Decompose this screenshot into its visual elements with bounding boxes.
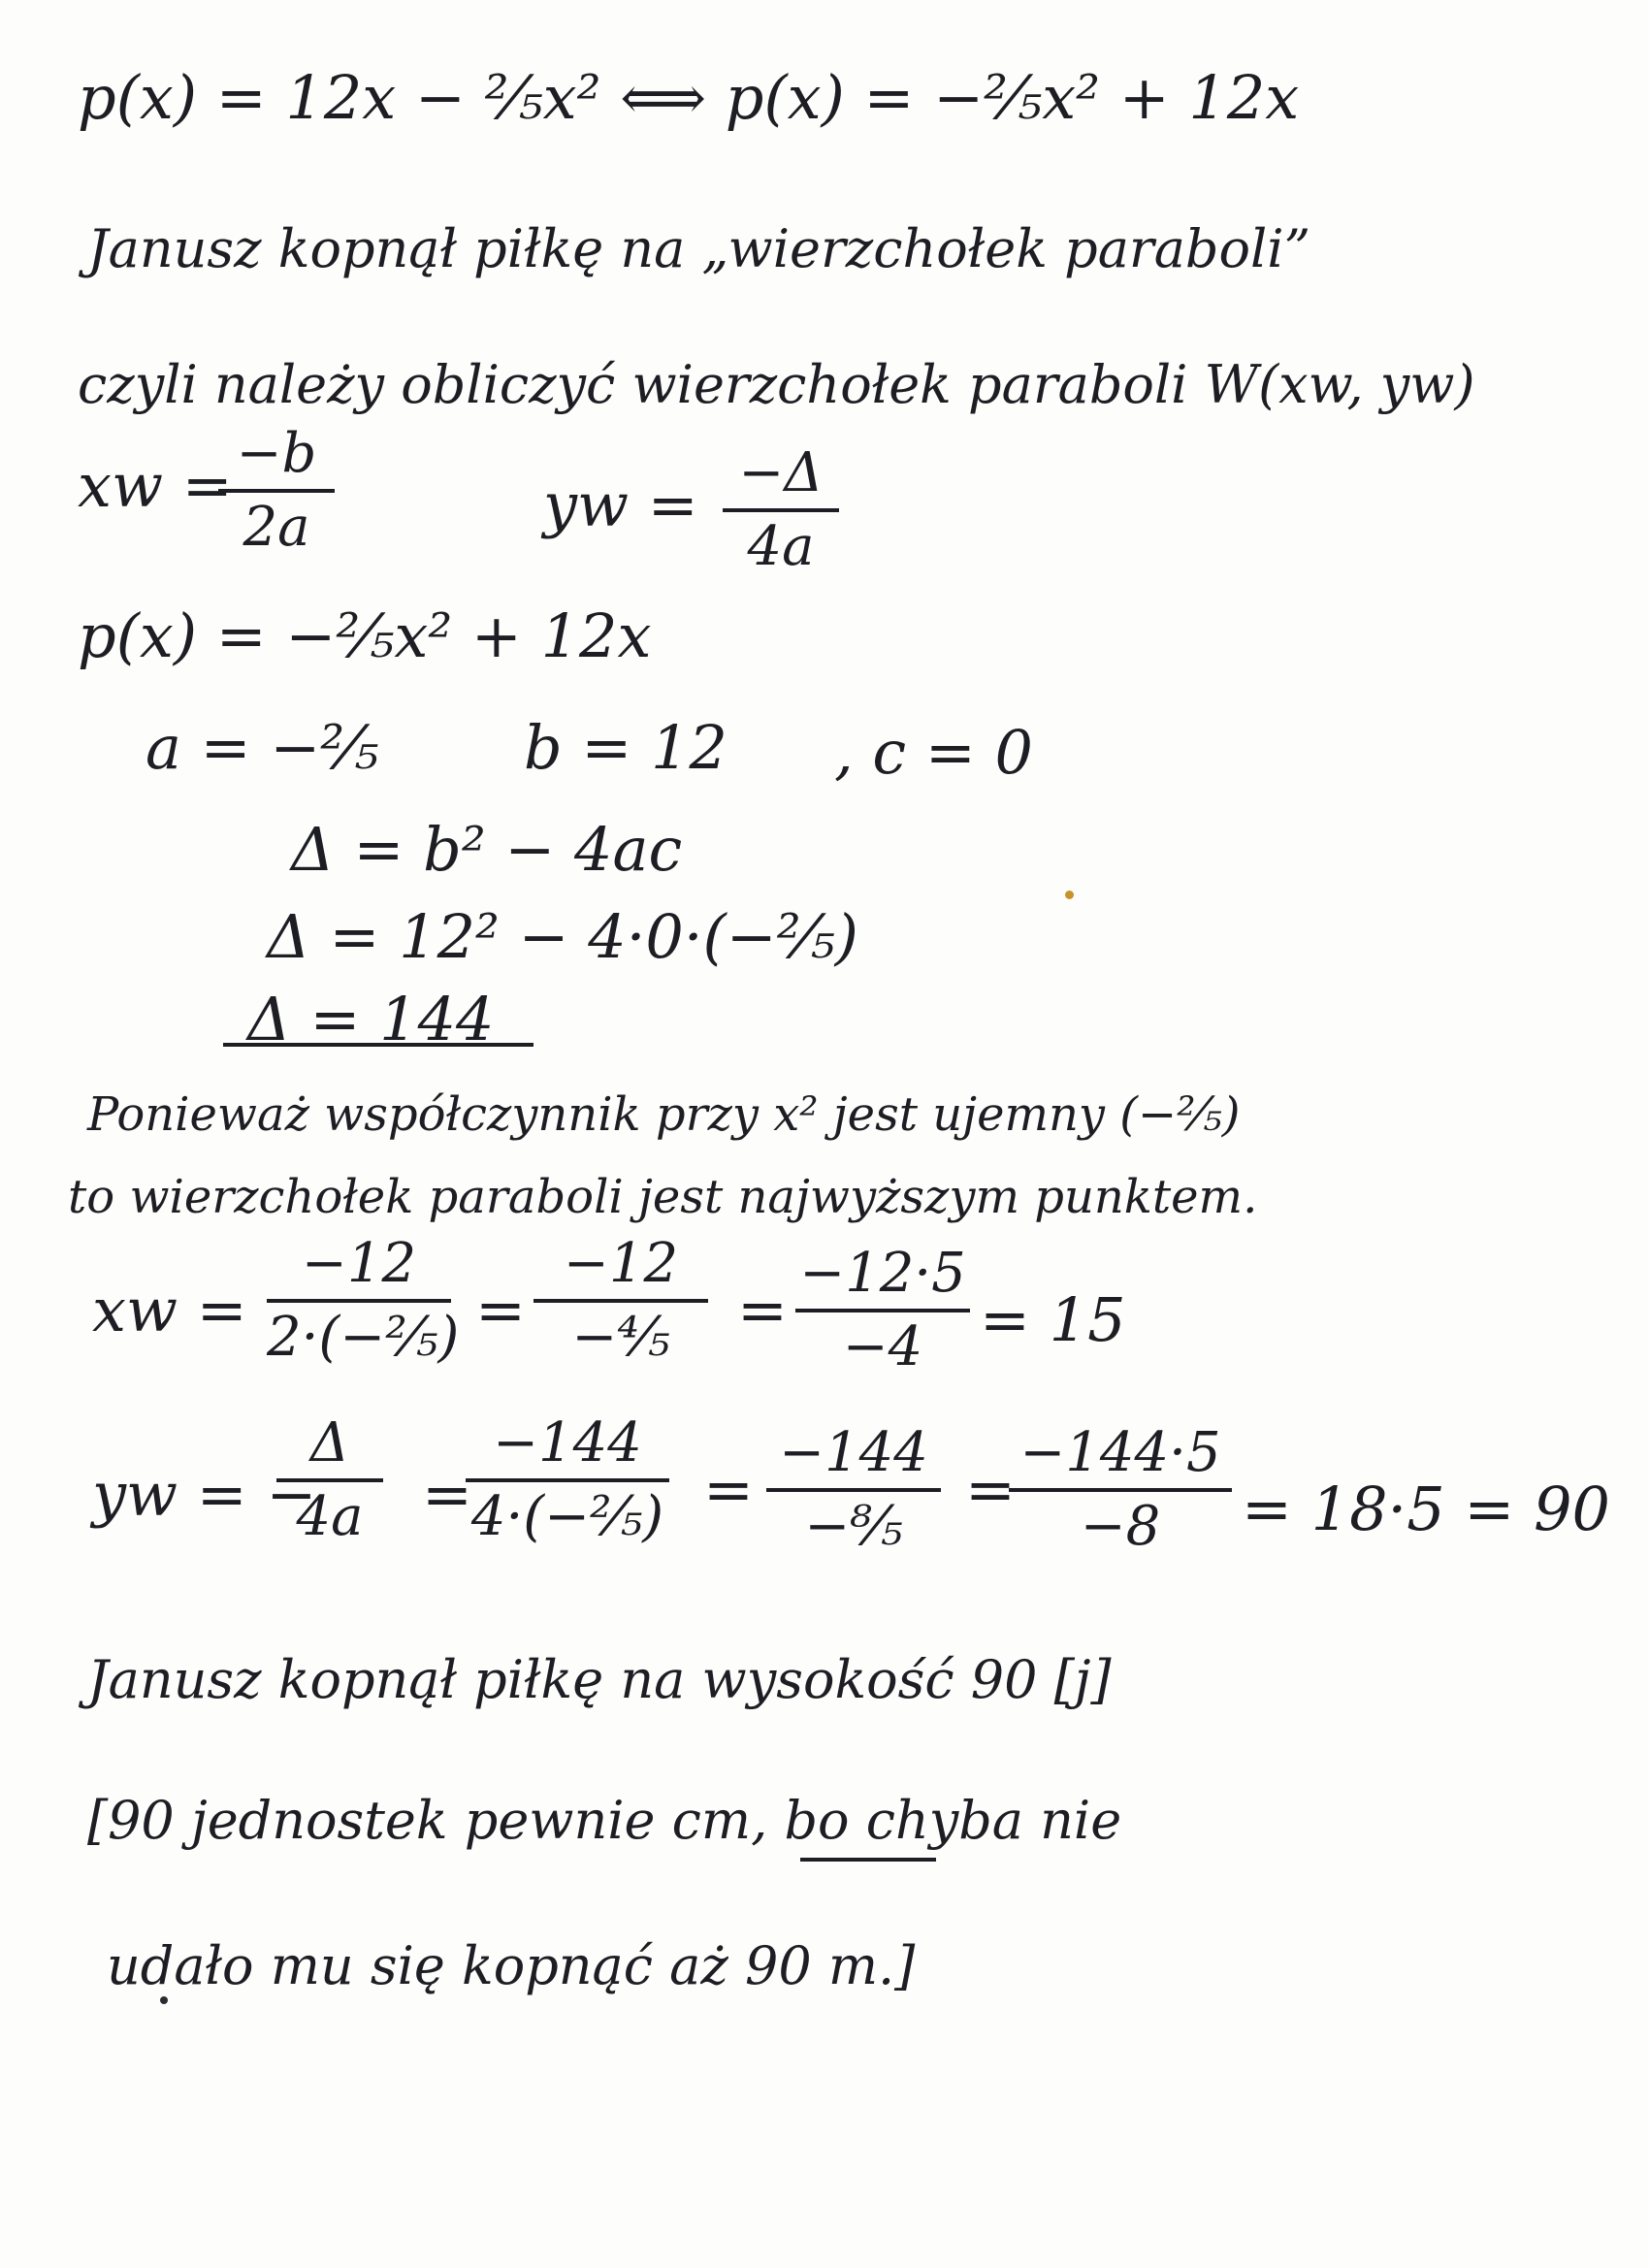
denominator: 4a (296, 1485, 364, 1548)
equals-sign: = (703, 1454, 754, 1525)
delta-formula: Δ = b² − 4ac (291, 814, 683, 885)
calc-yw-fraction-3 (1009, 1421, 1232, 1558)
function-restated: p(x) = −²⁄₅x² + 12x (78, 600, 652, 671)
numerator: −144·5 (1019, 1421, 1221, 1484)
denominator: −⁴⁄₅ (571, 1306, 670, 1369)
note-line-2: czyli należy obliczyć wierzchołek paraboli W(xw, yw) (78, 354, 1475, 415)
calc-xw-result: = 15 (980, 1284, 1126, 1355)
xw-label: xw = (78, 450, 233, 521)
delta-substitution: Δ = 12² − 4·0·(−²⁄₅) (267, 901, 858, 972)
equals-sign: = (737, 1275, 788, 1345)
calc-yw-fraction-0 (276, 1411, 383, 1548)
calc-yw-result: = 18·5 = 90 (1242, 1474, 1610, 1544)
fraction-bar (466, 1478, 669, 1482)
coefficient-b: b = 12 (524, 712, 728, 783)
fraction-bar (795, 1309, 970, 1312)
fraction-bar (723, 508, 839, 512)
underline-delta (223, 1043, 534, 1047)
yw-formula-fraction (723, 441, 839, 578)
numerator: −12·5 (799, 1242, 966, 1305)
fraction-bar (534, 1299, 708, 1303)
coefficient-a: a = −²⁄₅ (146, 712, 379, 783)
remark-line-2: to wierzchołek paraboli jest najwyższym punktem. (68, 1170, 1258, 1224)
calc-xw-label: xw = (92, 1275, 247, 1345)
equals-sign: = (475, 1275, 526, 1345)
delta-result: Δ = 144 (247, 984, 495, 1054)
fraction-bar (276, 1478, 383, 1482)
equals-sign: = (965, 1454, 1016, 1525)
fraction-bar (267, 1299, 451, 1303)
bracket-note-line-1: [90 jednostek pewnie cm, bo chyba nie (87, 1790, 1122, 1851)
answer-line: Janusz kopnął piłkę na wysokość 90 [j] (87, 1649, 1112, 1710)
denominator: −8 (1080, 1495, 1161, 1558)
yw-formula-denominator: 4a (747, 515, 815, 578)
calc-xw-fraction-2 (534, 1232, 708, 1369)
bracket-note-line-2: udało mu się kopnąć aż 90 m.] (107, 1935, 916, 1996)
ink-speck (1065, 891, 1074, 899)
yw-formula-numerator: −Δ (738, 441, 824, 504)
numerator: Δ (309, 1411, 350, 1474)
remark-line-1: Ponieważ współczynnik przy x² jest ujemny (−²⁄₅) (87, 1087, 1241, 1142)
calc-xw-fraction-1 (267, 1232, 460, 1369)
denominator: −4 (842, 1315, 923, 1378)
denominator: 4·(−²⁄₅) (470, 1485, 664, 1548)
fraction-bar (1009, 1488, 1232, 1492)
note-line-1: Janusz kopnął piłkę na „wierzchołek paraboli” (87, 218, 1311, 279)
underline-cm (800, 1858, 936, 1862)
numerator: −12 (301, 1232, 417, 1295)
calc-xw-fraction-3 (795, 1242, 970, 1378)
fraction-bar (766, 1488, 941, 1492)
xw-formula-fraction (218, 422, 335, 559)
yw-label: yw = (543, 470, 698, 540)
equals-sign: = (422, 1459, 472, 1530)
denominator: 2·(−²⁄₅) (267, 1306, 460, 1369)
calc-yw-fraction-1 (466, 1411, 669, 1548)
ink-speck (160, 1996, 168, 2004)
equation-line-1: p(x) = 12x − ²⁄₅x² ⟺ p(x) = −²⁄₅x² + 12x (78, 62, 1300, 133)
denominator: −⁸⁄₅ (804, 1495, 903, 1558)
calc-yw-label: yw = − (92, 1459, 317, 1530)
numerator: −144 (779, 1421, 928, 1484)
xw-formula-denominator: 2a (242, 496, 310, 559)
coefficient-c: , c = 0 (834, 717, 1033, 788)
fraction-bar (218, 489, 335, 493)
numerator: −144 (493, 1411, 642, 1474)
numerator: −12 (563, 1232, 679, 1295)
xw-formula-numerator: −b (236, 422, 317, 485)
calc-yw-fraction-2 (766, 1421, 941, 1558)
